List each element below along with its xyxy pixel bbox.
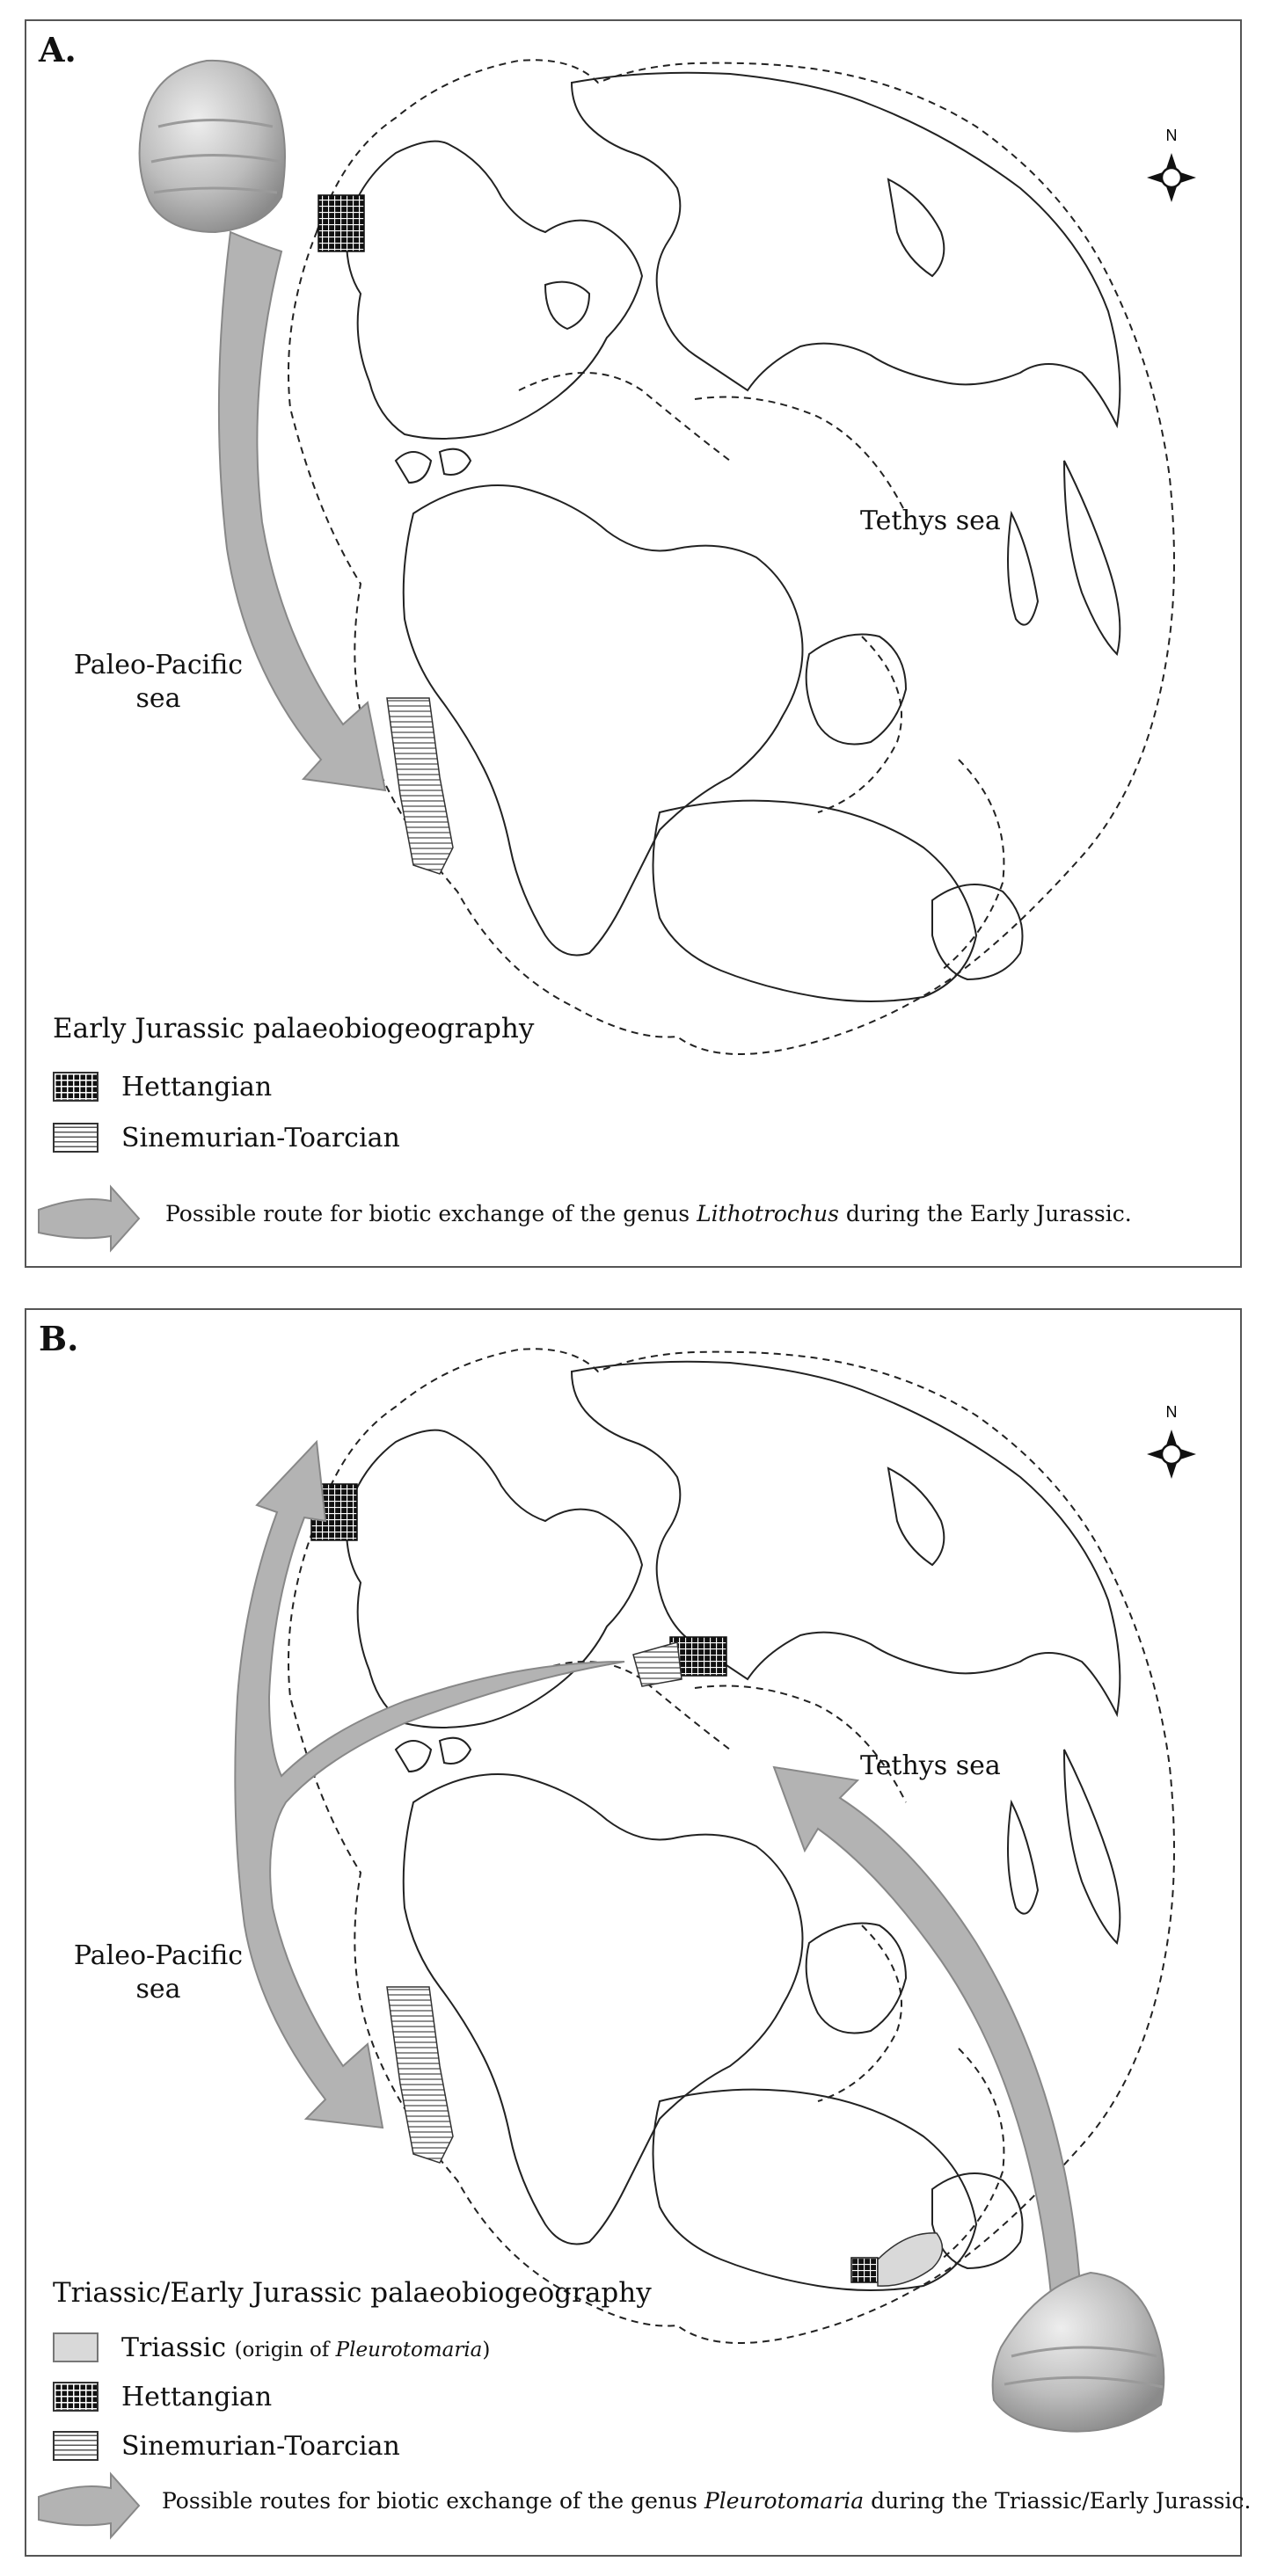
- panel-b-label: B.: [39, 1319, 79, 1358]
- tethys-label-a: Tethys sea: [860, 506, 1001, 536]
- legend-route-b: [153, 2488, 1251, 2514]
- panel-a: [25, 19, 1242, 1268]
- sinemurian-area-b-south: [387, 1987, 453, 2163]
- paleo-pacific-line1-a: Paleo-Pacific: [73, 650, 244, 680]
- sinemurian-swatch-b: [53, 2431, 99, 2461]
- legend-title-b: Triassic/Early Jurassic palaeobiogeography: [53, 2277, 652, 2309]
- triassic-note-before: (origin of: [234, 2338, 336, 2361]
- legend-sinemurian-text-a: Sinemurian-Toarcian: [121, 1122, 400, 1153]
- legend-route-text-b: [162, 2488, 1251, 2514]
- shelf-outline-a: [288, 60, 1174, 1054]
- paleo-pacific-line2-b: sea: [135, 1974, 181, 2005]
- sinemurian-swatch: [53, 1123, 99, 1153]
- map-b: [26, 1310, 1244, 2558]
- compass-north-label: N: [1165, 127, 1178, 144]
- paleo-pacific-line2-a: sea: [135, 683, 181, 714]
- legend-route-text-a: [165, 1201, 1132, 1226]
- legend-sinemurian-text-b: Sinemurian-Toarcian: [121, 2430, 400, 2462]
- legend-triassic-text-b: [121, 2332, 490, 2363]
- compass-north-label-b: N: [1165, 1403, 1178, 1421]
- route-text-before-b: Possible routes for biotic exchange of the genus: [162, 2488, 704, 2514]
- paleo-pacific-line1-b: Paleo-Pacific: [73, 1940, 244, 1971]
- sinemurian-area-b-tethys: [633, 1642, 682, 1686]
- triassic-note: [235, 2339, 491, 2361]
- triassic-note-genus: Pleurotomaria: [335, 2338, 483, 2361]
- legend-triassic-b: [53, 2330, 490, 2365]
- panel-b: [25, 1308, 1252, 2557]
- triassic-label: Triassic: [121, 2332, 227, 2363]
- legend-route-arrow-icon-a: [39, 1187, 139, 1250]
- legend-sinemurian-b: [53, 2428, 400, 2463]
- legend-route-a: [157, 1201, 1132, 1226]
- hettangian-swatch: [53, 1072, 99, 1102]
- fossil-lithotrochus-icon: [140, 61, 285, 232]
- paleo-pacific-label-b: [70, 1939, 246, 2006]
- hettangian-area-b-south: [851, 2258, 878, 2282]
- compass-icon: [1147, 153, 1196, 202]
- panel-a-label: A.: [39, 30, 77, 69]
- route-genus-a: Lithotrochus: [697, 1201, 839, 1226]
- legend-title-a: Early Jurassic palaeobiogeography: [53, 1013, 535, 1044]
- route-text-after-a: during the Early Jurassic.: [838, 1201, 1132, 1226]
- triassic-swatch: [53, 2332, 99, 2362]
- route-arrows-b: [235, 1442, 1082, 2325]
- triassic-area-b: [878, 2233, 942, 2286]
- paleo-pacific-label-a: [70, 649, 246, 716]
- tethys-label-b: Tethys sea: [860, 1750, 1001, 1781]
- hettangian-swatch-b: [53, 2382, 99, 2412]
- legend-sinemurian-a: [53, 1120, 400, 1155]
- sinemurian-area-a: [387, 698, 453, 874]
- legend-hettangian-a: [53, 1069, 272, 1104]
- route-genus-b: Pleurotomaria: [704, 2488, 865, 2514]
- triassic-note-after: ): [482, 2338, 491, 2361]
- compass-icon-b: [1147, 1430, 1196, 1479]
- legend-route-arrow-icon-b: [39, 2474, 139, 2537]
- route-text-after-b: during the Triassic/Early Jurassic.: [864, 2488, 1252, 2514]
- route-text-before-a: Possible route for biotic exchange of the genus: [165, 1201, 697, 1226]
- hettangian-area-a: [318, 195, 364, 251]
- legend-hettangian-text-b: Hettangian: [121, 2381, 273, 2412]
- legend-hettangian-b: [53, 2379, 272, 2414]
- legend-hettangian-text-a: Hettangian: [121, 1071, 273, 1102]
- fossil-pleurotomaria-icon: [993, 2273, 1164, 2432]
